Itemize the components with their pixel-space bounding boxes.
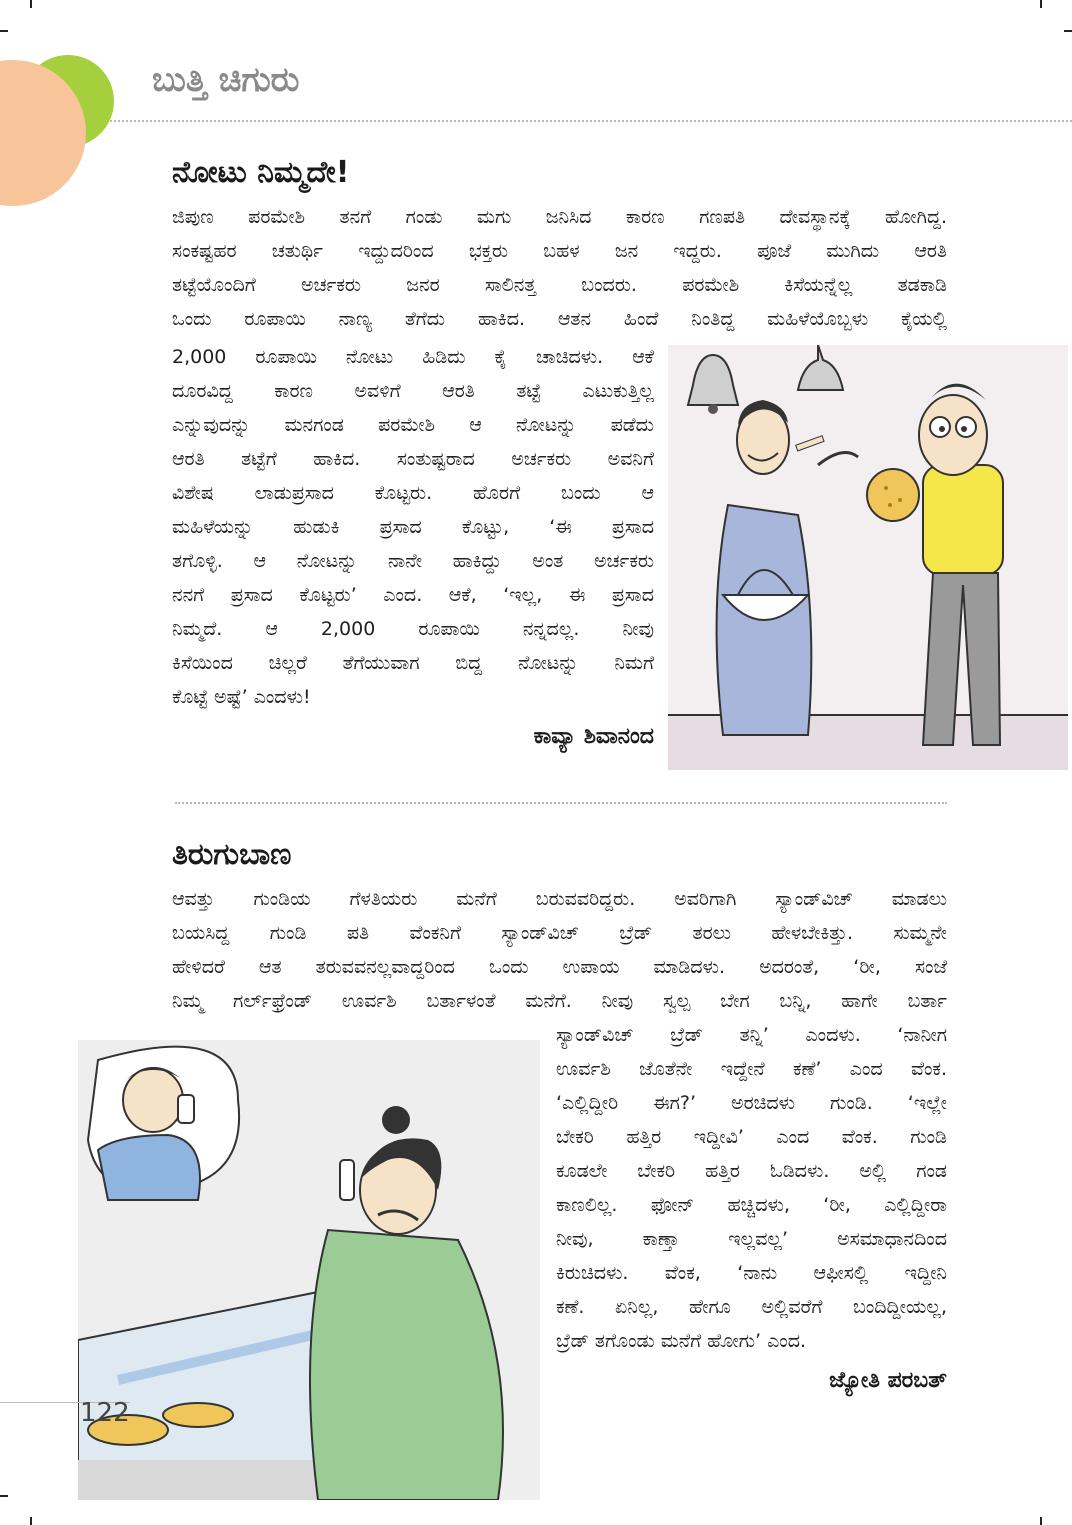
story1-author: ಕಾವ್ಯಾ ಶಿವಾನಂದ xyxy=(533,724,654,749)
bakery-cartoon-illustration xyxy=(78,1040,540,1500)
text-line: ನಿಮ್ಮ ಗರ್ಲ್‌ಫ್ರೆಂಡ್ ಊರ್ವಶಿ ಬರ್ತಾಳಂತೆ ಮನೆಗೆ. ನೀವು ಸ್ವಲ್ಪ ಬೇಗ ಬನ್ನಿ, ಹಾಗೇ ಬರ್ತಾ xyxy=(172,990,947,1012)
text-line: ನನಗೆ ಪ್ರಸಾದ ಕೊಟ್ಟರು’ ಎಂದ. ಆಕೆ, ‘ಇಲ್ಲ, ಈ ಪ್ರಸಾದ xyxy=(172,584,654,606)
page-number: 122 xyxy=(80,1398,130,1428)
text-line: ವಿಶೇಷ ಲಾಡುಪ್ರಸಾದ ಕೊಟ್ಟರು. ಹೊರಗೆ ಬಂದು ಆ xyxy=(172,482,654,504)
text-line: ಊರ್ವಶಿ ಜೊತೆನೇ ಇದ್ದೇನೆ ಕಣೆ’ ಎಂದ ವೆಂಕ. xyxy=(556,1058,947,1080)
text-line: ಒಂದು ರೂಪಾಯಿ ನಾಣ್ಯ ತೆಗೆದು ಹಾಕಿದ. ಆತನ ಹಿಂದೆ ನಿಂತಿದ್ದ ಮಹಿಳೆಯೊಬ್ಬಳು ಕೈಯಲ್ಲಿ xyxy=(172,308,947,330)
text-line: ನೀವು, ಕಾಣ್ತಾ ಇಲ್ಲವಲ್ಲ’ ಅಸಮಾಧಾನದಿಂದ xyxy=(556,1228,947,1250)
text-line: ಸ್ಯಾಂಡ್‌ವಿಚ್ ಬ್ರೆಡ್ ತನ್ನಿ’ ಎಂದಳು. ‘ನಾನೀಗ xyxy=(556,1024,947,1046)
text-line: ಆವತ್ತು ಗುಂಡಿಯ ಗೆಳತಿಯರು ಮನೆಗೆ ಬರುವವರಿದ್ದರು. ಅವರಿಗಾಗಿ ಸ್ಯಾಂಡ್‌ವಿಚ್ ಮಾಡಲು xyxy=(172,888,947,910)
text-line: ಮಹಿಳೆಯನ್ನು ಹುಡುಕಿ ಪ್ರಸಾದ ಕೊಟ್ಟು, ‘ಈ ಪ್ರಸಾದ xyxy=(172,516,654,538)
crop-mark xyxy=(1040,1517,1042,1525)
story-divider xyxy=(175,802,947,804)
text-line: ಕಿಸೆಯಿಂದ ಚಿಲ್ಲರೆ ತೆಗೆಯುವಾಗ ಬಿದ್ದ ನೋಟನ್ನು ನಿಮಗೆ xyxy=(172,652,654,674)
text-line: ಕಣೆ. ಏನಿಲ್ಲ, ಹೇಗೂ ಅಲ್ಲಿವರೆಗೆ ಬಂದಿದ್ದೀಯಲ್ಲ, xyxy=(556,1296,947,1318)
story2-paragraph-narrow xyxy=(556,1018,947,1358)
text-line: ‘ಎಲ್ಲಿದ್ದೀರಿ ಈಗ?’ ಅರಚಿದಳು ಗುಂಡಿ. ‘ಇಲ್ಲೇ xyxy=(556,1092,947,1114)
crop-mark xyxy=(30,0,32,8)
text-line: ಕೂಡಲೇ ಬೇಕರಿ ಹತ್ತಿರ ಓಡಿದಳು. ಅಲ್ಲಿ ಗಂಡ xyxy=(556,1160,947,1182)
text-line: ಬಯಸಿದ್ದ ಗುಂಡಿ ಪತಿ ವೆಂಕನಿಗೆ ಸ್ಯಾಂಡ್‌ವಿಚ್ ಬ್ರೆಡ್ ತರಲು ಹೇಳಬೇಕಿತ್ತು. ಸುಮ್ಮನೇ xyxy=(172,922,947,944)
story1-title: ನೋಟು ನಿಮ್ಮದೇ! xyxy=(172,155,350,190)
crop-mark xyxy=(1064,30,1072,32)
text-line: ಸಂಕಷ್ಟಹರ ಚತುರ್ಥಿ ಇದ್ದುದರಿಂದ ಭಕ್ತರು ಬಹಳ ಜನ ಇದ್ದರು. ಪೂಜೆ ಮುಗಿದು ಆರತಿ xyxy=(172,240,947,262)
text-line: ಕಿರುಚಿದಳು. ವೆಂಕ, ‘ನಾನು ಆಫೀಸಲ್ಲಿ ಇದ್ದೀನಿ xyxy=(556,1262,947,1284)
text-line: ಕೊಟ್ಟೆ ಅಷ್ಟೆ’ ಎಂದಳು! xyxy=(172,686,311,708)
text-line: ತಟ್ಟೆಯೊಂದಿಗೆ ಅರ್ಚಕರು ಜನರ ಸಾಲಿನತ್ತ ಬಂದರು. ಪರಮೇಶಿ ಕಿಸೆಯನ್ನೆಲ್ಲ ತಡಕಾಡಿ xyxy=(172,274,947,296)
temple-cartoon-illustration xyxy=(668,345,1068,770)
header-divider xyxy=(110,120,1072,122)
text-line: ಬ್ರೆಡ್ ತಗೊಂಡು ಮನೆಗೆ ಹೋಗು’ ಎಂದ. xyxy=(556,1330,807,1352)
story1-paragraph-narrow xyxy=(172,340,654,714)
crop-mark xyxy=(0,1495,8,1497)
crop-mark xyxy=(1040,0,1042,8)
text-line: ಕಾಣಲಿಲ್ಲ. ಫೋನ್ ಹಚ್ಚಿದಳು, ‘ರೀ, ಎಲ್ಲಿದ್ದೀರಾ xyxy=(556,1194,947,1216)
text-line: ಜಿಪುಣ ಪರಮೇಶಿ ತನಗೆ ಗಂಡು ಮಗು ಜನಿಸಿದ ಕಾರಣ ಗಣಪತಿ ದೇವಸ್ಥಾನಕ್ಕೆ ಹೋಗಿದ್ದ. xyxy=(172,206,947,228)
crop-mark xyxy=(0,30,8,32)
story1-paragraph-full xyxy=(172,200,947,336)
text-line: ದೂರವಿದ್ದ ಕಾರಣ ಅವಳಿಗೆ ಆರತಿ ತಟ್ಟೆ ಎಟುಕುತ್ತಿಲ್ಲ xyxy=(172,380,654,402)
text-line: ಹೇಳಿದರೆ ಆತ ತರುವವನಲ್ಲವಾದ್ದರಿಂದ ಒಂದು ಉಪಾಯ ಮಾಡಿದಳು. ಅದರಂತೆ, ‘ರೀ, ಸಂಜೆ xyxy=(172,956,947,978)
story2-paragraph-full xyxy=(172,882,947,1018)
text-line: ಆರತಿ ತಟ್ಟೆಗೆ ಹಾಕಿದ. ಸಂತುಷ್ಟರಾದ ಅರ್ಚಕರು ಅವನಿಗೆ xyxy=(172,448,654,470)
text-line: ಎನ್ನುವುದನ್ನು ಮನಗಂಡ ಪರಮೇಶಿ ಆ ನೋಟನ್ನು ಪಡೆದು xyxy=(172,414,654,436)
text-line: ನಿಮ್ಮದೆ. ಆ 2,000 ರೂಪಾಯಿ ನನ್ನದಲ್ಲ. ನೀವು xyxy=(172,618,654,640)
crop-mark xyxy=(30,1517,32,1525)
story2-title: ತಿರುಗುಬಾಣ xyxy=(172,837,292,872)
text-line: 2,000 ರೂಪಾಯಿ ನೋಟು ಹಿಡಿದು ಕೈ ಚಾಚಿದಳು. ಆಕೆ xyxy=(172,346,654,368)
text-line: ತಗೊಳ್ಳಿ. ಆ ನೋಟನ್ನು ನಾನೇ ಹಾಕಿದ್ದು ಅಂತ ಅರ್ಚಕರು xyxy=(172,550,654,572)
section-title: ಬುತ್ತಿ ಚಿಗುರು xyxy=(152,60,300,100)
story2-author: ಜ್ಯೋತಿ ಪರಬತ್ xyxy=(829,1368,947,1393)
text-line: ಬೇಕರಿ ಹತ್ತಿರ ಇದ್ದೀವಿ’ ಎಂದ ವೆಂಕ. ಗುಂಡಿ xyxy=(556,1126,947,1148)
